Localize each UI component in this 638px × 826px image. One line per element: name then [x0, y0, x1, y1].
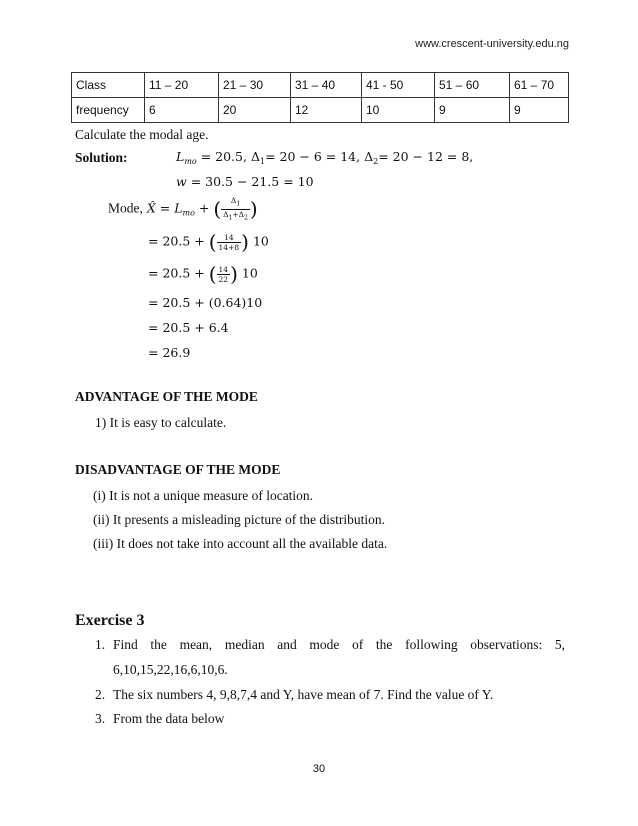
list-item: (i) It is not a unique measure of location. — [93, 488, 314, 503]
exercise-number: 2. — [95, 687, 106, 702]
question-text: Calculate the modal age. — [75, 127, 209, 142]
table-cell: 9 — [435, 98, 510, 123]
page-number: 30 — [312, 763, 326, 775]
solution-line-2: w = 30.5 − 21.5 = 10 — [176, 174, 314, 189]
mode-step-2: = 20.5 + ( $\frac{14}{14+8}$ ) 10 — [148, 230, 269, 254]
solution-label: Solution: — [75, 150, 128, 165]
solution-line-1: $L_{mo} = 20.5$, $\Delta_1= 20 - 6 = 14$, $\Delta_2= 20 - 12 = 8$, — [176, 149, 474, 166]
exercise-number: 1. — [95, 637, 106, 652]
table-cell: 41 - 50 — [362, 73, 435, 98]
exercise-item-2: The six numbers 4, 9,8,7,4 and Y, have mean of 7. Find the value of Y. — [113, 687, 494, 702]
table-cell: 31 – 40 — [291, 73, 362, 98]
mode-formula: Mode, X̂ = $L_{mo}$ + ( $\frac{\Delta_1}{\Delta_1+\Delta_2}$ ) — [108, 196, 258, 221]
advantage-heading: ADVANTAGE OF THE MODE — [75, 389, 258, 404]
table-cell: 51 – 60 — [435, 73, 510, 98]
table-cell: 10 — [362, 98, 435, 123]
frequency-table — [71, 72, 569, 123]
mode-step-6: = 26.9 — [148, 345, 191, 360]
mode-step-4: = 20.5 + (0.64)10 — [148, 295, 263, 310]
table-cell: frequency — [72, 98, 145, 123]
table-cell: 11 – 20 — [145, 73, 219, 98]
disadvantage-heading: DISADVANTAGE OF THE MODE — [75, 462, 281, 477]
table-cell: 6 — [145, 98, 219, 123]
table-row — [72, 98, 569, 123]
exercise-item-3: From the data below — [113, 711, 225, 726]
list-item: 1) It is easy to calculate. — [95, 415, 227, 430]
table-row — [72, 73, 569, 98]
table-cell: 61 – 70 — [510, 73, 569, 98]
table-cell: 21 – 30 — [219, 73, 291, 98]
table-cell: 9 — [510, 98, 569, 123]
exercise-item-1-line-2: 6,10,15,22,16,6,10,6. — [113, 662, 228, 677]
header-url: www.crescent-university.edu.ng — [415, 38, 569, 50]
table-cell: 12 — [291, 98, 362, 123]
list-item: (iii) It does not take into account all the available data. — [93, 536, 388, 551]
mode-step-3: = 20.5 + ( $\frac{14}{22}$ ) 10 — [148, 262, 258, 286]
table-cell: Class — [72, 73, 145, 98]
exercise-item-1-line-1: Find the mean, median and mode of the following observations: 5, — [113, 637, 565, 652]
exercise-number: 3. — [95, 711, 106, 726]
mode-step-5: = 20.5 + 6.4 — [148, 320, 229, 335]
table-cell: 20 — [219, 98, 291, 123]
list-item: (ii) It presents a misleading picture of the distribution. — [93, 512, 386, 527]
exercise-title: Exercise 3 — [75, 612, 145, 629]
